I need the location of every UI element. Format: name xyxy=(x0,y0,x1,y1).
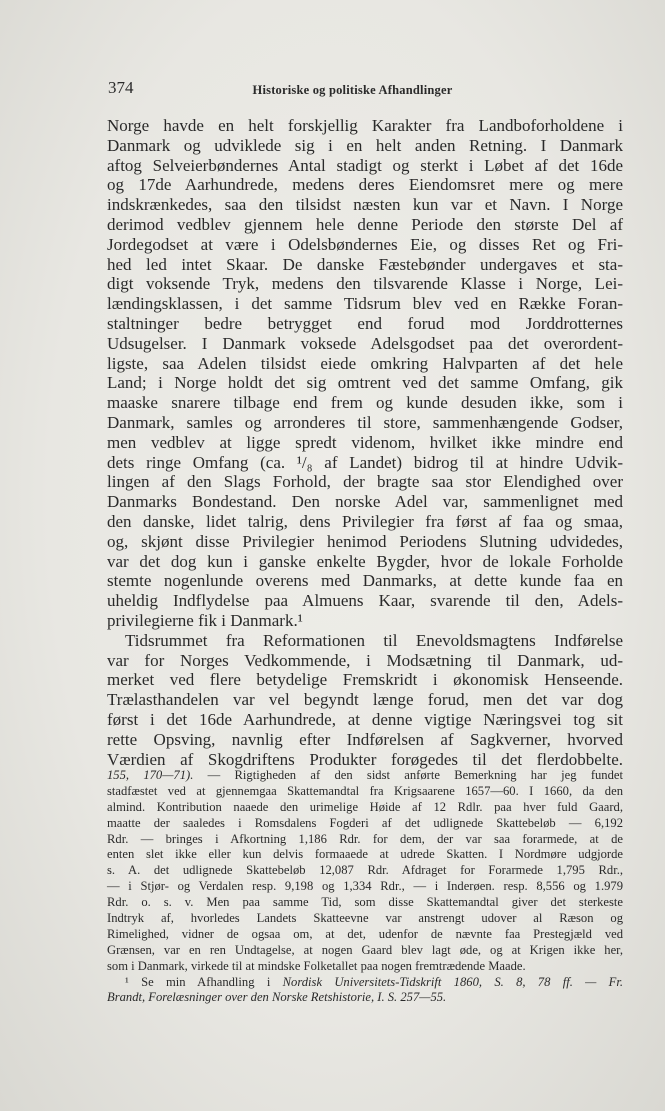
footnote-line xyxy=(107,911,623,927)
text-line: stemte nogenlunde overens med Danmarks, at dette kunde faa en xyxy=(107,571,623,591)
footnote-line xyxy=(107,863,623,879)
footnote-segment: s. A. det udlignede Skattebeløb 12,087 Rdr. Afdraget for Forarmede 1,795 Rdr., xyxy=(107,863,623,878)
text-line: derimod vedblev gjennem hele denne Periode den største Del af xyxy=(107,214,623,234)
footnote-line xyxy=(107,927,623,943)
footnote-segment: Nordisk Universitets-Tidskrift 1860, S. 8, 78 ff. — Fr. xyxy=(282,974,623,989)
footnote-segment: Indtryk af, hvorledes Landets Skatteevne var anstrengt udover al Ræson og xyxy=(107,911,623,926)
text-line: rette Opsving, navnlig efter Indførelsen af Sagkverner, hvorved xyxy=(107,729,623,749)
text-line: Tidsrummet fra Reformationen til Enevoldsmagtens Indførelse xyxy=(125,630,623,650)
footnote-segment: enten slet ikke eller kun delvis formaaede at udrede Skatten. I Nordmøre udgjorde xyxy=(107,847,623,862)
text-line: dets ringe Omfang (ca. ¹/₈ af Landet) bidrog til at hindre Udvik- xyxy=(107,452,623,472)
text-line: Trælasthandelen var vel begyndt længe forud, men det var dog xyxy=(107,690,623,710)
footnote-line xyxy=(107,784,623,800)
footnote-line xyxy=(107,879,623,895)
footnote-segment: almind. Kontribution naaede den urimelige Høide af 12 Rdlr. paa hver fuld Gaard, xyxy=(107,799,623,814)
footnote-line xyxy=(107,768,623,784)
page-number: 374 xyxy=(108,78,134,97)
footnote-line xyxy=(107,895,623,911)
footnote-segment: stadfæstet ved at gjennemgaa Skattemandtal fra Krigsaarene 1657—60. I 1660, da den xyxy=(107,783,623,798)
text-line: men vedblev at ligge spredt videnom, hvilket ikke mindre end xyxy=(107,432,623,452)
text-line: Danmarks Bondestand. Den norske Adel var, sammenlignet med xyxy=(107,492,623,512)
footnotes xyxy=(107,768,623,1006)
running-title: Historiske og politiske Afhandlinger xyxy=(252,83,453,97)
text-line: privilegierne fik i Danmark.¹ xyxy=(107,610,303,630)
text-line: aftog Selveierbøndernes Antal stadigt og sterkt i Løbet af det 16de xyxy=(107,155,623,175)
footnote-segment: Rdr. o. s. v. Men paa samme Tid, som disse Skattemandtal giver det sterkeste xyxy=(107,895,623,910)
body-text xyxy=(107,116,623,769)
text-line: Danmark og udviklede sig i en helt anden Retning. I Danmark xyxy=(107,135,623,155)
text-line: først i det 16de Aarhundrede, at denne vigtige Næringsvei tog sit xyxy=(107,709,623,729)
footnote-segment: Rimelighed, vidner de ogsaa om, at det, udenfor de nævnte faa Prestegjæld ved xyxy=(107,926,623,941)
text-line: Norge havde en helt forskjellig Karakter fra Landboforholdene i xyxy=(107,116,623,135)
text-line: maaske snarere tilbage end frem og kunde desuden ikke, som i xyxy=(107,393,623,413)
footnote-segment: som i Danmark, virkede til at mindske Folketallet paa nogen fremtrædende Maade. xyxy=(107,958,526,973)
text-line: lingen af den Slags Forhold, der bragte saa stor Elendighed over xyxy=(107,472,623,492)
text-line: og, skjønt disse Privilegier henimod Periodens Slutning udvidedes, xyxy=(107,531,623,551)
text-line: uheldig Indflydelse paa Almuens Kaar, svarende til den, Adels- xyxy=(107,591,623,611)
text-line: den danske, lidet talrig, dens Privilegier fra først af faa og smaa, xyxy=(107,511,623,531)
text-line: og 17de Aarhundrede, medens deres Eiendomsret mere og mere xyxy=(107,175,623,195)
footnote-line xyxy=(107,816,623,832)
footnote-segment: 155, 170—71). xyxy=(107,768,194,782)
footnote-line xyxy=(107,975,623,991)
footnote-line xyxy=(107,990,623,1006)
text-line: indskrænkedes, saa den tilsidst næsten kun var et Navn. I Norge xyxy=(107,195,623,215)
footnote-segment: Brandt, Forelæsninger over den Norske Retshistorie, I. S. 257—55. xyxy=(107,990,447,1005)
text-line: Land; i Norge holdt det sig omtrent ved det samme Omfang, gik xyxy=(107,373,623,393)
text-line: Danmark, samles og arronderes til store, sammenhængende Godser, xyxy=(107,412,623,432)
footnote-segment: — i Stjør- og Verdalen resp. 9,198 og 1,334 Rdr., — i Inderøen. resp. 8,556 og 1.979 xyxy=(107,879,623,894)
text-line: ligste, saa Adelen tilsidst eiede omkring Halvparten af det hele xyxy=(107,353,623,373)
text-line: var det dog kun i ganske enkelte Bygder, hvor de lokale Forholde xyxy=(107,551,623,571)
footnote-segment: Grænsen, var en ren Undtagelse, at nogen Gaard blev lagt øde, og at Krigen ikke her, xyxy=(107,942,623,957)
footnote-line xyxy=(107,943,623,959)
text-line: merket ved flere betydelige Fremskridt i økonomisk Henseende. xyxy=(107,670,623,690)
footnote-line xyxy=(107,959,623,975)
text-line: digt voksende Tryk, medens den tilsvarende Klasse i Norge, Lei- xyxy=(107,274,623,294)
footnote-segment: — Rigtigheden af den sidst anførte Bemerkning har jeg fundet xyxy=(193,768,623,782)
footnote-segment: ¹ Se min Afhandling i xyxy=(125,974,283,989)
footnote-segment: Rdr. — bringes i Afkortning 1,186 Rdr. for dem, der var saa forarmede, at de xyxy=(107,831,623,846)
text-line: Værdien af Skogdriftens Produkter forøgedes til det flerdobbelte. xyxy=(107,749,623,769)
text-line: var for Norges Vedkommende, i Modsætning til Danmark, ud- xyxy=(107,650,623,670)
footnote-line xyxy=(107,832,623,848)
text-line: lændingsklassen, i det samme Tidsrum blev ved en Række Foran- xyxy=(107,294,623,314)
text-line: hed led intet Skaar. De danske Fæstebønder undergaves et sta- xyxy=(107,254,623,274)
footnote-segment: maatte der saaledes i Romsdalens Fogderi af det udlignede Skattebeløb — 6,192 xyxy=(107,815,623,830)
footnote-line xyxy=(107,847,623,863)
footnote-line xyxy=(107,800,623,816)
text-line: Jordegodset at være i Odelsbøndernes Eie, og disses Ret og Fri- xyxy=(107,234,623,254)
text-line: Udsugelser. I Danmark voksede Adelsgodset paa det overordent- xyxy=(107,333,623,353)
text-line: staltninger bedre betrygget end forud mod Jorddrotternes xyxy=(107,313,623,333)
